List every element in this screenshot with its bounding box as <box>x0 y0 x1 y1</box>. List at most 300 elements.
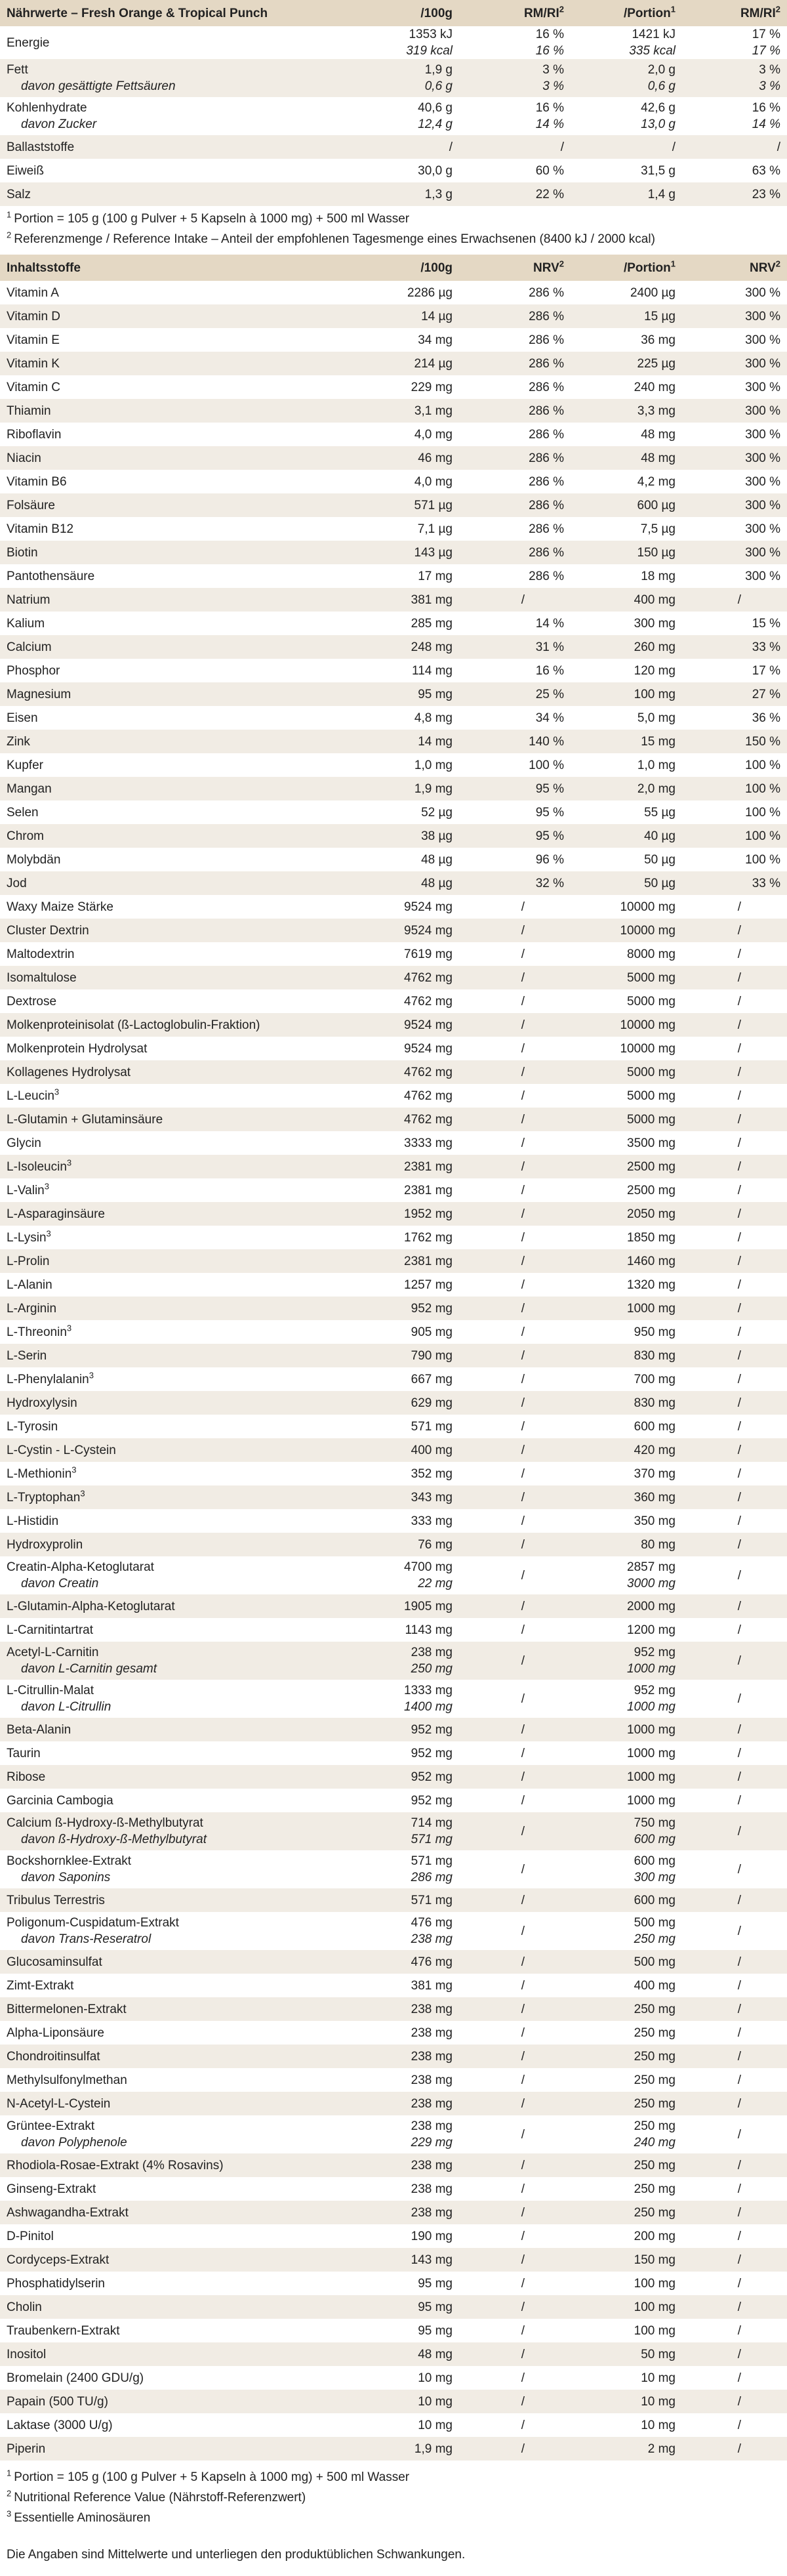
footnote <box>0 2467 787 2487</box>
row-p1 <box>459 1594 571 1618</box>
table-row <box>0 135 787 159</box>
row-v2 <box>571 1765 682 1789</box>
row-v2 <box>571 2045 682 2068</box>
table-row <box>0 1812 787 1850</box>
row-p1 <box>459 1320 571 1344</box>
row-p1 <box>459 2045 571 2068</box>
row-p1 <box>459 517 571 541</box>
row-value: 1143 mg <box>405 1623 453 1637</box>
row-value: 952 mg <box>634 1646 676 1659</box>
table-row <box>0 1556 787 1594</box>
row-value: 250 mg <box>634 2073 676 2087</box>
row-value: / <box>737 1770 741 1784</box>
row-value: 4,0 mg <box>414 474 453 489</box>
row-value: / <box>521 2441 525 2456</box>
row-value: 286 % <box>529 285 564 300</box>
row-value: / <box>737 1924 741 1938</box>
row-p1 <box>459 1131 571 1155</box>
row-value: 52 µg <box>421 805 453 820</box>
row-name <box>0 682 354 706</box>
row-p2 <box>682 777 787 800</box>
row-label: Bromelain (2400 GDU/g) <box>7 2371 144 2385</box>
table-row <box>0 2021 787 2045</box>
row-label: Laktase (3000 U/g) <box>7 2418 113 2432</box>
row-p1 <box>459 1391 571 1415</box>
row-name <box>0 1108 354 1131</box>
row-p1 <box>459 1850 571 1888</box>
row-value: / <box>737 2300 741 2314</box>
row-value: / <box>737 2347 741 2361</box>
row-value: 150 mg <box>634 2253 676 2267</box>
row-value: 95 mg <box>418 687 453 701</box>
row-p1 <box>459 564 571 588</box>
row-label: Vitamin C <box>7 380 61 394</box>
row-p1 <box>459 304 571 328</box>
row-label: L-Carnitintartrat <box>7 1623 93 1637</box>
row-value: / <box>737 1537 741 1552</box>
row-label: Kohlenhydrate <box>7 101 87 115</box>
row-sublabel: davon gesättigte Fettsäuren <box>21 79 176 93</box>
row-v2 <box>571 159 682 182</box>
row-p2 <box>682 1997 787 2021</box>
row-p2 <box>682 730 787 753</box>
row-label: L-Leucin <box>7 1089 54 1103</box>
row-value: 238 mg <box>411 2205 453 2220</box>
row-name <box>0 1391 354 1415</box>
row-p2 <box>682 2153 787 2177</box>
row-name <box>0 1415 354 1438</box>
row-v1 <box>354 493 459 517</box>
row-p1 <box>459 2342 571 2366</box>
row-value: / <box>521 2049 525 2064</box>
row-value: 240 mg <box>634 380 676 394</box>
row-label: D-Pinitol <box>7 2229 54 2243</box>
row-v2 <box>571 1415 682 1438</box>
row-p1 <box>459 2390 571 2413</box>
row-value: 4,0 mg <box>414 427 453 442</box>
row-p1 <box>459 753 571 777</box>
row-p1 <box>459 446 571 470</box>
row-label: L-Glutamin + Glutaminsäure <box>7 1112 163 1127</box>
row-v2 <box>571 1888 682 1912</box>
row-value: 3 % <box>759 79 780 93</box>
row-value: / <box>521 1568 525 1583</box>
row-value: / <box>737 1041 741 1056</box>
row-p2 <box>682 1344 787 1367</box>
row-value: 100 mg <box>634 687 676 701</box>
header-nrv-100g: NRV$^2$ <box>459 255 571 281</box>
row-value: 4700 mg <box>404 1560 453 1574</box>
row-value: / <box>737 1065 741 1079</box>
row-label: L-Methionin <box>7 1466 72 1481</box>
row-p2 <box>682 1789 787 1812</box>
row-name <box>0 375 354 399</box>
table-row <box>0 423 787 446</box>
row-p1 <box>459 2092 571 2115</box>
row-v2 <box>571 1509 682 1533</box>
row-p2 <box>682 1912 787 1950</box>
row-value: / <box>737 1301 741 1316</box>
row-v2 <box>571 1718 682 1741</box>
row-v2 <box>571 2177 682 2201</box>
row-value: 7,1 µg <box>417 522 453 536</box>
row-v1 <box>354 59 459 97</box>
row-v1 <box>354 635 459 659</box>
row-v2 <box>571 281 682 304</box>
table-row <box>0 1741 787 1765</box>
row-value: 3 % <box>542 63 564 77</box>
row-value: 600 mg <box>634 1419 676 1434</box>
row-value: 190 mg <box>411 2229 453 2243</box>
row-v1 <box>354 1850 459 1888</box>
row-v1 <box>354 1367 459 1391</box>
row-name <box>0 659 354 682</box>
row-v1 <box>354 1178 459 1202</box>
row-v1 <box>354 26 459 59</box>
row-p2 <box>682 706 787 730</box>
row-p1 <box>459 352 571 375</box>
row-name <box>0 1249 354 1273</box>
row-v2 <box>571 1812 682 1850</box>
row-v2 <box>571 493 682 517</box>
row-value: / <box>521 1348 525 1363</box>
row-v1 <box>354 2021 459 2045</box>
table-row <box>0 612 787 635</box>
row-v1 <box>354 919 459 942</box>
row-value: / <box>737 1207 741 1221</box>
row-value: 381 mg <box>411 592 453 607</box>
row-name <box>0 352 354 375</box>
row-value: 1333 mg <box>404 1684 453 1697</box>
row-name <box>0 2319 354 2342</box>
row-value: 1000 mg <box>627 1770 676 1784</box>
row-p2 <box>682 1415 787 1438</box>
row-p2 <box>682 1718 787 1741</box>
row-v1 <box>354 2177 459 2201</box>
table-row <box>0 328 787 352</box>
row-value: 286 mg <box>411 1871 453 1884</box>
row-v1 <box>354 1556 459 1594</box>
row-p1 <box>459 1533 571 1556</box>
row-v2 <box>571 2021 682 2045</box>
row-value: / <box>521 2205 525 2220</box>
row-p1 <box>459 1950 571 1974</box>
row-label: L-Valin <box>7 1183 45 1197</box>
row-value: 571 mg <box>411 1893 453 1907</box>
row-label: Calcium <box>7 640 52 654</box>
row-v2 <box>571 1273 682 1297</box>
row-p1 <box>459 1367 571 1391</box>
row-value: / <box>737 2253 741 2267</box>
table-row <box>0 2153 787 2177</box>
row-value: / <box>737 1089 741 1103</box>
row-v1 <box>354 1438 459 1462</box>
row-value: 300 % <box>745 569 780 583</box>
header-nutrition-title: Nährwerte – Fresh Orange & Tropical Punch <box>0 0 354 26</box>
row-value: 95 % <box>535 781 564 796</box>
row-name <box>0 919 354 942</box>
row-v2 <box>571 659 682 682</box>
row-value: 238 mg <box>411 2073 453 2087</box>
row-value: 286 % <box>529 404 564 418</box>
row-name <box>0 1462 354 1485</box>
row-value: 14 mg <box>418 734 453 749</box>
row-name <box>0 635 354 659</box>
row-value: 15 mg <box>641 734 676 749</box>
row-value: 34 mg <box>418 333 453 347</box>
table-row <box>0 2177 787 2201</box>
row-label: Thiamin <box>7 404 51 418</box>
row-name <box>0 1533 354 1556</box>
row-value: 2381 mg <box>404 1159 453 1174</box>
row-p2 <box>682 2224 787 2248</box>
row-value: 100 % <box>745 781 780 796</box>
row-name <box>0 493 354 517</box>
row-value: 286 % <box>529 427 564 442</box>
row-label: Methylsulfonylmethan <box>7 2073 127 2087</box>
row-name <box>0 59 354 97</box>
row-p2 <box>682 97 787 135</box>
row-p1 <box>459 1556 571 1594</box>
table-row <box>0 942 787 966</box>
row-v2 <box>571 1131 682 1155</box>
row-label: L-Isoleucin <box>7 1159 67 1174</box>
row-value: / <box>521 1466 525 1481</box>
row-v1 <box>354 470 459 493</box>
row-name <box>0 1438 354 1462</box>
row-value: / <box>521 1112 525 1127</box>
row-v2 <box>571 942 682 966</box>
row-name <box>0 1509 354 1533</box>
row-value: / <box>521 2300 525 2314</box>
row-value: 600 mg <box>634 1893 676 1907</box>
row-value: 571 µg <box>414 498 453 512</box>
row-v1 <box>354 2068 459 2092</box>
row-label: Salz <box>7 187 31 201</box>
row-p2 <box>682 2177 787 2201</box>
row-value: 300 % <box>745 451 780 465</box>
row-label: Natrium <box>7 592 50 607</box>
row-value: 238 mg <box>411 2182 453 2196</box>
row-v1 <box>354 942 459 966</box>
row-value: 360 mg <box>634 1490 676 1505</box>
row-value: 2381 mg <box>404 1183 453 1197</box>
row-value: 286 % <box>529 545 564 560</box>
row-value: / <box>521 923 525 938</box>
row-value: / <box>521 1230 525 1245</box>
row-v1 <box>354 1273 459 1297</box>
row-value: 13,0 g <box>641 117 676 131</box>
row-p2 <box>682 1060 787 1084</box>
row-value: 76 mg <box>418 1537 453 1552</box>
row-value: 286 % <box>529 333 564 347</box>
row-p1 <box>459 824 571 848</box>
row-v1 <box>354 2295 459 2319</box>
row-v2 <box>571 1037 682 1060</box>
table-row <box>0 159 787 182</box>
row-label: Chrom <box>7 829 45 843</box>
row-value: 905 mg <box>411 1325 453 1339</box>
row-v1 <box>354 97 459 135</box>
row-name <box>0 2366 354 2390</box>
row-label: Cholin <box>7 2300 42 2314</box>
table-row <box>0 730 787 753</box>
row-name <box>0 942 354 966</box>
row-name <box>0 1131 354 1155</box>
row-name <box>0 871 354 895</box>
row-p1 <box>459 1013 571 1037</box>
row-v2 <box>571 1344 682 1367</box>
row-value: / <box>521 2323 525 2338</box>
row-p1 <box>459 1037 571 1060</box>
row-sublabel: davon L-Carnitin gesamt <box>21 1662 157 1676</box>
row-value: 10000 mg <box>620 1018 676 1032</box>
row-p1 <box>459 26 571 59</box>
row-value: / <box>737 1955 741 1969</box>
row-label: Niacin <box>7 451 41 465</box>
row-p1 <box>459 1438 571 1462</box>
footnote-number: 1 <box>7 209 12 220</box>
row-value: 14 µg <box>421 309 453 323</box>
row-value: 476 mg <box>411 1955 453 1969</box>
row-v2 <box>571 1680 682 1718</box>
row-value: / <box>521 1978 525 1993</box>
row-value: 95 mg <box>418 2276 453 2291</box>
header-nrv-portion: NRV$^2$ <box>682 255 787 281</box>
row-value: / <box>521 1770 525 1784</box>
row-value: 667 mg <box>411 1372 453 1386</box>
row-value: / <box>737 1568 741 1583</box>
row-value: 1000 mg <box>627 1301 676 1316</box>
row-value: 8000 mg <box>627 947 676 961</box>
row-p2 <box>682 1642 787 1680</box>
row-value: 600 mg <box>634 1833 676 1846</box>
row-v1 <box>354 1462 459 1485</box>
row-label: Beta-Alanin <box>7 1722 71 1737</box>
row-value: 34 % <box>535 711 564 725</box>
row-p1 <box>459 659 571 682</box>
row-p1 <box>459 895 571 919</box>
row-name <box>0 182 354 206</box>
row-p2 <box>682 470 787 493</box>
row-value: 100 mg <box>634 2300 676 2314</box>
row-label: Vitamin K <box>7 356 60 371</box>
row-value: / <box>521 1183 525 1197</box>
row-label: Molkenprotein Hydrolysat <box>7 1041 148 1056</box>
row-p1 <box>459 682 571 706</box>
row-value: / <box>449 140 453 154</box>
row-label: Grüntee-Extrakt <box>7 2119 95 2133</box>
row-v1 <box>354 1320 459 1344</box>
row-p2 <box>682 423 787 446</box>
row-value: / <box>521 1207 525 1221</box>
row-value: 240 mg <box>634 2136 676 2150</box>
ingredients-footnotes <box>0 2461 787 2537</box>
row-value: 600 mg <box>634 1854 676 1868</box>
row-name <box>0 588 354 612</box>
row-label: Mangan <box>7 781 52 796</box>
row-p2 <box>682 2201 787 2224</box>
row-v1 <box>354 1741 459 1765</box>
row-label: Cordyceps-Extrakt <box>7 2253 110 2267</box>
row-v1 <box>354 777 459 800</box>
row-value: / <box>521 1490 525 1505</box>
row-v1 <box>354 1344 459 1367</box>
row-p2 <box>682 1320 787 1344</box>
row-p2 <box>682 159 787 182</box>
row-v2 <box>571 1594 682 1618</box>
row-value: 300 % <box>745 522 780 536</box>
row-value: / <box>737 1653 741 1668</box>
row-p2 <box>682 1438 787 1462</box>
row-v2 <box>571 1367 682 1391</box>
row-sublabel: davon Creatin <box>21 1577 99 1590</box>
row-p2 <box>682 1888 787 1912</box>
row-v1 <box>354 2366 459 2390</box>
row-value: 140 % <box>529 734 564 749</box>
row-v2 <box>571 1741 682 1765</box>
row-value: / <box>737 1824 741 1839</box>
row-label: Ballaststoffe <box>7 140 75 154</box>
row-value: 46 mg <box>418 451 453 465</box>
row-label: Waxy Maize Stärke <box>7 900 113 914</box>
row-v1 <box>354 517 459 541</box>
row-p1 <box>459 423 571 446</box>
row-p1 <box>459 1108 571 1131</box>
row-value: 214 µg <box>414 356 453 371</box>
row-p2 <box>682 635 787 659</box>
row-value: 17 % <box>752 44 780 58</box>
row-value: 286 % <box>529 569 564 583</box>
row-v1 <box>354 2115 459 2153</box>
row-value: / <box>737 1893 741 1907</box>
row-value: / <box>521 1862 525 1877</box>
row-p1 <box>459 1178 571 1202</box>
row-v1 <box>354 1594 459 1618</box>
footnote <box>0 209 787 229</box>
row-v1 <box>354 182 459 206</box>
row-value: 3,1 mg <box>414 404 453 418</box>
row-label: Papain (500 TU/g) <box>7 2394 108 2409</box>
row-value: 4762 mg <box>404 994 453 1008</box>
table-row <box>0 446 787 470</box>
row-p1 <box>459 1202 571 1226</box>
row-value: 100 % <box>745 758 780 772</box>
row-p2 <box>682 1226 787 1249</box>
row-label: Jod <box>7 876 27 890</box>
row-v2 <box>571 1084 682 1108</box>
row-value: 7,5 µg <box>640 522 676 536</box>
table-row <box>0 966 787 989</box>
row-value: 571 mg <box>411 1419 453 1434</box>
row-p1 <box>459 1642 571 1680</box>
row-value: 31 % <box>535 640 564 654</box>
table-row <box>0 493 787 517</box>
row-name <box>0 1344 354 1367</box>
row-value: / <box>737 947 741 961</box>
row-label: L-Lysin <box>7 1230 47 1245</box>
row-p2 <box>682 871 787 895</box>
row-value: 16 % <box>535 28 564 41</box>
row-value: / <box>737 1278 741 1292</box>
row-value: / <box>560 140 564 154</box>
row-v1 <box>354 1485 459 1509</box>
row-v1 <box>354 2390 459 2413</box>
row-value: 10000 mg <box>620 923 676 938</box>
row-label: L-Asparaginsäure <box>7 1207 105 1221</box>
row-name <box>0 1718 354 1741</box>
row-v2 <box>571 26 682 59</box>
